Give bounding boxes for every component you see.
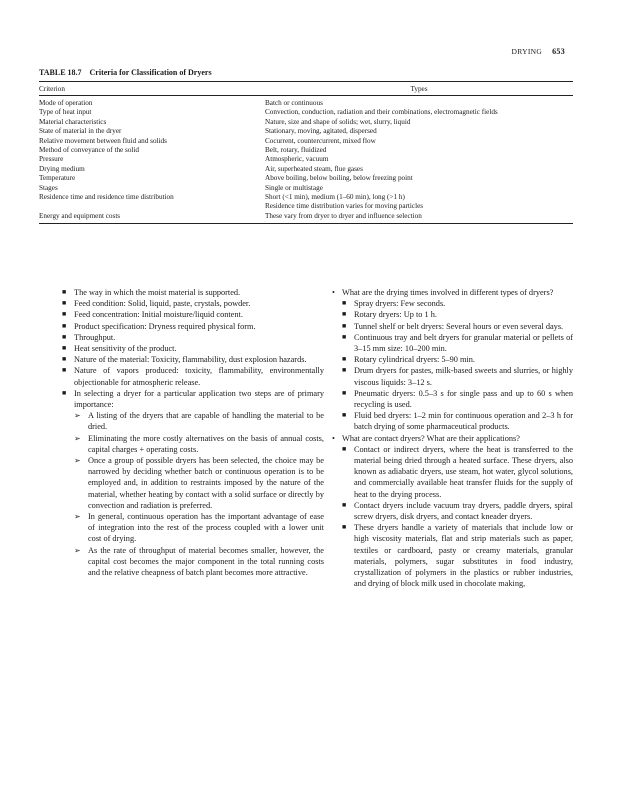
dot-bullet-icon: • <box>332 433 335 443</box>
arrow-bullet-icon: ➢ <box>74 433 81 443</box>
sub-list-item-text: Once a group of possible dryers has been selected, the choice may be narrowed by deciding whether batch or continuous operation is to be employed and, in addition to restraints imposed by the nature of the material, whether heating by contact with a solid surface or directly by convection and radiation is preferred. <box>88 456 324 510</box>
list-item-text: Pneumatic dryers: 0.5–3 s for single pass and up to 60 s when recycling is used. <box>354 388 573 410</box>
sub-list-item-text: A listing of the dryers that are capable of handling the material to be dried. <box>88 411 324 432</box>
header-criterion: Criterion <box>39 85 65 93</box>
table-cell-criterion: Drying medium <box>39 164 85 173</box>
square-bullet-icon: ■ <box>342 388 347 397</box>
sub-list-item <box>74 511 324 545</box>
section-title: DRYING <box>511 47 543 56</box>
square-bullet-icon: ■ <box>62 332 67 341</box>
table-body <box>39 96 573 223</box>
table-row <box>39 108 573 117</box>
table-row <box>39 202 573 211</box>
square-bullet-icon: ■ <box>342 444 347 453</box>
table-label: TABLE 18.7 <box>39 68 82 77</box>
table-row <box>39 193 573 202</box>
square-bullet-icon: ■ <box>62 355 67 364</box>
list-item-text: Continuous tray and belt dryers for granular material or pellets of 3–15 mm size: 10–200 min. <box>354 332 573 354</box>
table-cell-types: Residence time distribution varies for moving particles <box>265 202 424 211</box>
list-item-text: Drum dryers for pastes, milk-based sweets and slurries, or highly viscous liquids: 3–12 s. <box>354 366 573 387</box>
table-header <box>39 82 573 95</box>
list-item-text: The way in which the moist material is supported. <box>74 288 241 297</box>
table-cell-criterion: Energy and equipment costs <box>39 211 121 220</box>
square-bullet-icon: ■ <box>342 310 347 319</box>
question-item <box>330 287 573 298</box>
square-bullet-icon: ■ <box>342 523 347 532</box>
sub-list-item-text: In general, continuous operation has the important advantage of ease of integration into the rest of the process coupled with a lower unit cost of drying. <box>88 512 324 544</box>
list-item-text: Nature of vapors produced: toxicity, flammability, environmentally objectionable for atmospheric release. <box>74 366 324 387</box>
list-item-text: Contact or indirect dryers, where the heat is transferred to the material being dried through a heated surface. These dryers, also known as adiabatic dryers, use steam, hot water, glycol solutions, and commercially available heat transfer fluids for the supply of heat to the drying process. <box>354 444 573 499</box>
list-item-text: Contact dryers include vacuum tray dryers, paddle dryers, spiral screw dryers, disk dryers, and contact kneader dryers. <box>354 500 573 522</box>
list-item-text: Throughput. <box>74 332 116 342</box>
list-item-text: Spray dryers: Few seconds. <box>354 299 446 309</box>
criteria-table <box>39 68 573 224</box>
table-cell-types: Batch or continuous <box>265 99 323 107</box>
table-cell-criterion: Material characteristics <box>39 117 107 126</box>
table-cell-criterion <box>39 202 265 211</box>
table-cell-types: These vary from dryer to dryer and influence selection <box>265 211 422 220</box>
table-cell-types: Above boiling, below boiling, below freezing point <box>265 174 413 183</box>
sub-list-item <box>74 410 324 432</box>
square-bullet-icon: ■ <box>62 299 67 308</box>
list-item-text: In selecting a dryer for a particular application two steps are of primary importance: <box>74 388 324 410</box>
sub-list-item-text: As the rate of throughput of material becomes smaller, however, the capital cost becomes the major component in the total running costs and the relative cheapness of batch plant becomes more attractive. <box>88 545 324 578</box>
square-bullet-icon: ■ <box>342 321 347 330</box>
list-item <box>342 500 573 522</box>
table-row <box>39 174 573 183</box>
square-bullet-icon: ■ <box>62 388 67 397</box>
list-item-text: Rotary cylindrical dryers: 5–90 min. <box>354 355 475 365</box>
arrow-bullet-icon: ➢ <box>74 545 81 555</box>
sub-list-item <box>74 433 324 455</box>
list-item <box>342 444 573 500</box>
table-title: Criteria for Classification of Dryers <box>89 68 212 77</box>
square-bullet-icon: ■ <box>342 299 347 308</box>
sub-list-item <box>74 545 324 579</box>
table-cell-types: Air, superheated steam, flue gases <box>265 164 363 173</box>
table-caption <box>39 68 573 77</box>
table-row <box>39 165 573 174</box>
table-cell-types: Convection, conduction, radiation and their combinations, electromagnetic fields <box>265 108 498 117</box>
running-head <box>512 47 565 56</box>
square-bullet-icon: ■ <box>62 288 67 296</box>
list-item <box>62 354 324 365</box>
list-item-text: Rotary dryers: Up to 1 h. <box>354 310 437 320</box>
table-cell-types: Nature, size and shape of solids; wet, slurry, liquid <box>265 117 411 126</box>
list-item <box>342 298 573 309</box>
sub-list-item <box>74 455 324 511</box>
list-item <box>342 522 573 589</box>
list-item <box>342 321 573 332</box>
dot-bullet-icon: • <box>332 288 335 297</box>
list-item <box>342 365 573 387</box>
arrow-bullet-icon: ➢ <box>74 411 81 421</box>
square-bullet-icon: ■ <box>62 344 67 353</box>
square-bullet-icon: ■ <box>342 411 347 420</box>
table-cell-criterion: Pressure <box>39 155 64 164</box>
list-item <box>62 287 324 298</box>
question-item <box>330 433 573 444</box>
list-item <box>342 332 573 354</box>
list-item <box>342 309 573 320</box>
arrow-bullet-icon: ➢ <box>74 456 81 466</box>
square-bullet-icon: ■ <box>62 310 67 319</box>
list-item-text: Heat sensitivity of the product. <box>74 344 177 354</box>
right-column <box>330 287 573 589</box>
table-cell-criterion: Relative movement between fluid and solids <box>39 136 167 145</box>
square-bullet-icon: ■ <box>342 355 347 364</box>
list-item <box>62 321 324 332</box>
list-item <box>342 410 573 432</box>
table-cell-types: Cocurrent, countercurrent, mixed flow <box>265 136 376 145</box>
table-cell-criterion: Type of heat input <box>39 108 92 117</box>
table-cell-criterion: Mode of operation <box>39 99 93 107</box>
table-cell-criterion: Method of conveyance of the solid <box>39 146 139 155</box>
table-cell-criterion: Temperature <box>39 174 76 183</box>
list-item-text: These dryers handle a variety of materials that include low or high viscosity materials, flat and strip materials such as paper, textiles or cardboard, pasty or creamy materials, granular materials, polymers, sugar substitutes in food industry, crystallization of polymers in the plastics or rubber industries, and drying of block milk used in chocolate making, <box>354 523 573 589</box>
table-cell-types: Single or multistage <box>265 183 323 192</box>
list-item <box>62 309 324 320</box>
square-bullet-icon: ■ <box>342 366 347 375</box>
list-item-text: Tunnel shelf or belt dryers: Several hours or even several days. <box>354 321 564 331</box>
list-item <box>342 388 573 410</box>
page-number: 653 <box>552 47 565 56</box>
table-cell-types: Belt, rotary, fluidized <box>265 146 327 155</box>
square-bullet-icon: ■ <box>342 500 347 509</box>
list-item <box>62 365 324 387</box>
square-bullet-icon: ■ <box>62 366 67 375</box>
list-item <box>62 332 324 343</box>
list-item <box>62 343 324 354</box>
table-row <box>39 118 573 127</box>
question-item-text: What are the drying times involved in different types of dryers? <box>342 288 554 297</box>
list-item-text: Product specification: Dryness required physical form. <box>74 321 256 331</box>
list-item <box>62 298 324 309</box>
table-row <box>39 146 573 155</box>
arrow-bullet-icon: ➢ <box>74 512 81 522</box>
square-bullet-icon: ■ <box>342 332 347 341</box>
table-bottom-rule <box>39 223 573 224</box>
table-row <box>39 127 573 136</box>
sub-list-item-text: Eliminating the more costly alternatives on the basis of annual costs, capital charges + operating costs. <box>88 433 324 454</box>
table-row <box>39 212 573 221</box>
list-item-text: Nature of the material: Toxicity, flammability, dust explosion hazards. <box>74 355 307 365</box>
table-cell-criterion: State of material in the dryer <box>39 127 122 136</box>
question-item-text: What are contact dryers? What are their applications? <box>342 433 520 443</box>
table-cell-types: Stationary, moving, agitated, dispersed <box>265 127 377 136</box>
list-item-text: Fluid bed dryers: 1–2 min for continuous operation and 2–3 h for batch drying of some pharmaceutical products. <box>354 411 573 432</box>
table-row <box>39 99 573 108</box>
list-item <box>342 354 573 365</box>
table-row <box>39 184 573 193</box>
table-cell-criterion: Residence time and residence time distribution <box>39 193 174 202</box>
table-row <box>39 155 573 164</box>
table-cell-types: Short (<1 min), medium (1–60 min), long (>1 h) <box>265 193 405 202</box>
list-item-text: Feed condition: Solid, liquid, paste, crystals, powder. <box>74 299 251 309</box>
left-column <box>62 287 324 578</box>
table-cell-criterion: Stages <box>39 183 58 192</box>
table-cell-types: Atmospheric, vacuum <box>265 155 329 164</box>
list-item <box>62 388 324 410</box>
list-item-text: Feed concentration: Initial moisture/liquid content. <box>74 310 243 320</box>
header-types: Types <box>410 85 428 93</box>
table-row <box>39 137 573 146</box>
square-bullet-icon: ■ <box>62 321 67 330</box>
